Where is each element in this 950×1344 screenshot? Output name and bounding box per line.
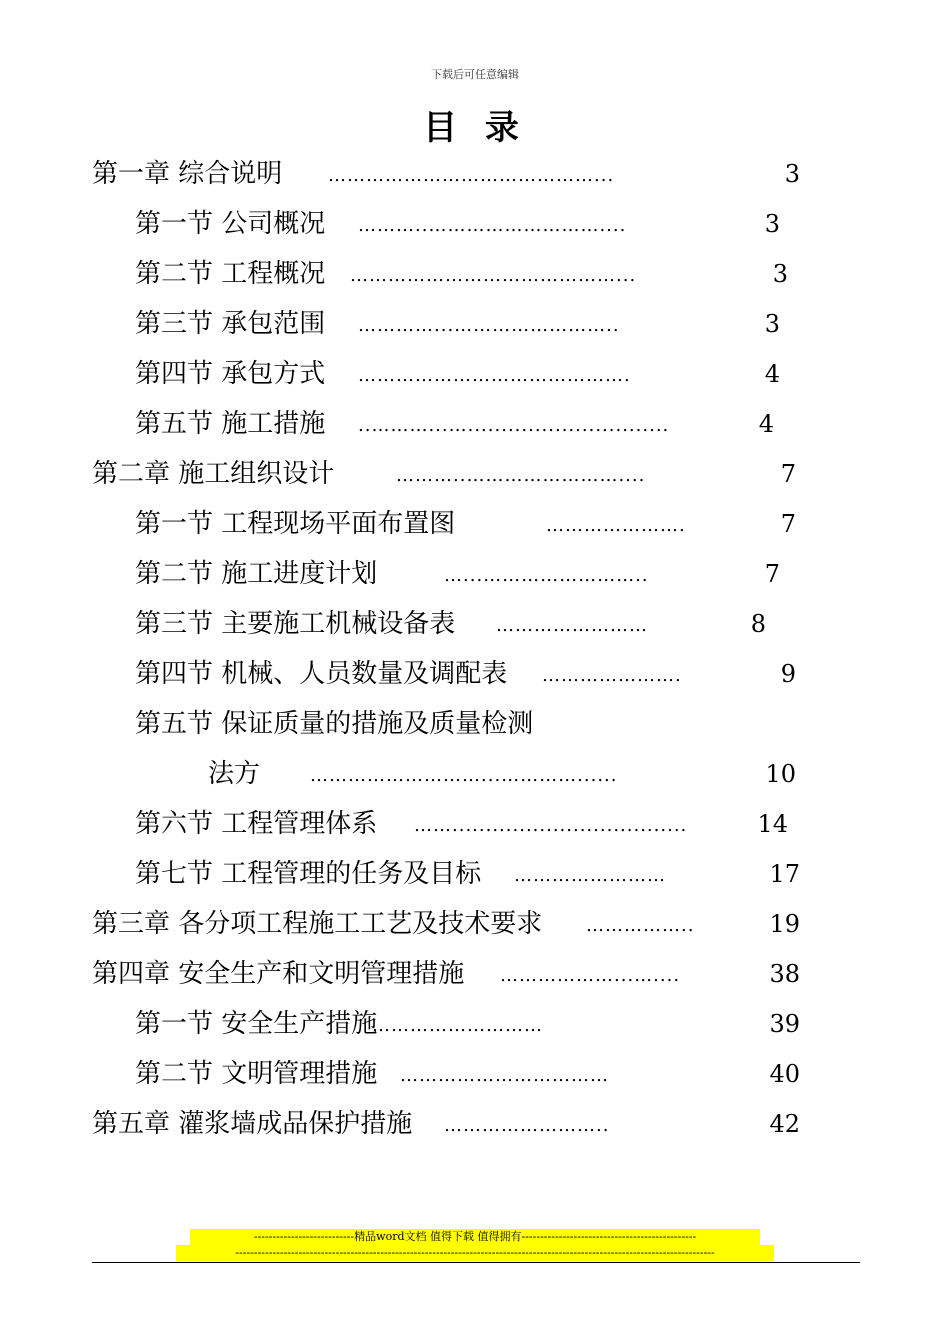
toc-entry-leader: ……………………… <box>372 1015 543 1036</box>
toc-entry-leader: ……………………………………... <box>350 265 637 286</box>
toc-entry-page: 3 <box>772 260 788 288</box>
toc-entry-label[interactable]: 第三章 各分项工程施工工艺及技术要求 <box>92 909 543 939</box>
toc-entry-page: 19 <box>769 910 800 938</box>
toc-entry-label[interactable]: 第一章 综合说明 <box>92 159 283 189</box>
toc-entry-label[interactable]: 第二节 文明管理措施 <box>135 1059 378 1089</box>
toc-entry-leader: ………..…………………….... <box>396 465 646 486</box>
toc-entry-page: 14 <box>757 810 788 838</box>
toc-entry-page: 7 <box>780 460 796 488</box>
toc-entry-label[interactable]: 第四节 承包方式 <box>135 359 326 389</box>
toc-entry-page: 40 <box>769 1060 800 1088</box>
toc-entry-page: 4 <box>764 360 780 388</box>
toc-entry-leader: ……………………………………... <box>328 165 615 186</box>
toc-entry-label[interactable]: 第三节 承包范围 <box>135 309 326 339</box>
toc-entry-label[interactable]: 第二节 施工进度计划 <box>135 559 378 589</box>
toc-entry-page: 9 <box>780 660 796 688</box>
toc-entry-leader: ..………...….............................. <box>358 415 670 436</box>
toc-entry-page: 42 <box>769 1110 800 1138</box>
toc-entry-label[interactable]: 第五节 施工措施 <box>135 409 326 439</box>
toc-entry-leader: …………………. <box>546 515 686 536</box>
toc-entry-leader: ………………...….... <box>500 965 681 986</box>
footer-rule <box>92 1262 860 1263</box>
toc-entry-label[interactable]: 法方 <box>208 759 261 789</box>
toc-entry-page: 3 <box>764 210 780 238</box>
page-header: 下载后可任意编辑 <box>431 68 519 81</box>
toc-entry-label[interactable]: 第一节 公司概况 <box>135 209 326 239</box>
toc-entry-label[interactable]: 第七节 工程管理的任务及目标 <box>135 859 482 889</box>
toc-entry-label[interactable]: 第五节 保证质量的措施及质量检测 <box>135 709 534 739</box>
toc-entry-page: 39 <box>769 1010 800 1038</box>
toc-entry-label[interactable]: 第六节 工程管理体系 <box>135 809 378 839</box>
toc-entry-leader: …………………… <box>514 865 666 886</box>
toc-entry-label[interactable]: 第二节 工程概况 <box>135 259 326 289</box>
toc-entry-label[interactable]: 第二章 施工组织设计 <box>92 459 335 489</box>
toc-entry-leader: …………………………… <box>400 1065 609 1086</box>
toc-entry-label[interactable]: 第三节 主要施工机械设备表 <box>135 609 456 639</box>
toc-entry-page: 3 <box>784 160 800 188</box>
toc-entry-leader: ……………………………………. <box>358 365 631 386</box>
toc-entry-label[interactable]: 第一节 工程现场平面布置图 <box>135 509 456 539</box>
toc-entry-leader: …………………… <box>496 615 648 636</box>
toc-entry-leader: ……................................... <box>414 815 688 836</box>
toc-entry-label[interactable]: 第一节 安全生产措施 <box>135 1009 378 1039</box>
toc-entry-leader: …...…………………….. <box>444 565 649 586</box>
toc-entry-page: 17 <box>769 860 800 888</box>
toc-entry-page: 4 <box>758 410 774 438</box>
toc-entry-label[interactable]: 第四节 机械、人员数量及调配表 <box>135 659 508 689</box>
toc-entry-page: 7 <box>764 560 780 588</box>
toc-entry-leader: …………………. <box>542 665 682 686</box>
toc-entry-leader: …………...…………………….. <box>358 315 620 336</box>
footer-banner: ---------------------------精品word文档 值得下载 值得拥有----------------------------------------------- <box>190 1229 760 1245</box>
toc-entry-label[interactable]: 第五章 灌浆墙成品保护措施 <box>92 1109 413 1139</box>
footer-banner-divider: --------------------------------------------------------------------------------------------------------------------------------- <box>176 1245 774 1261</box>
toc-entry-page: 3 <box>764 310 780 338</box>
toc-entry-page: 7 <box>780 510 796 538</box>
toc-entry-leader: …………………….. <box>444 1115 610 1136</box>
toc-entry-page: 38 <box>769 960 800 988</box>
toc-entry-label[interactable]: 第四章 安全生产和文明管理措施 <box>92 959 465 989</box>
toc-entry-page: 10 <box>765 760 796 788</box>
toc-entry-leader: ………………………...…………...... <box>310 765 618 786</box>
toc-entry-leader: ………..……………………….... <box>358 215 627 236</box>
toc-entry-page: 8 <box>750 610 766 638</box>
toc-entry-leader: …………….. <box>586 915 695 936</box>
toc-title: 目 录 <box>423 108 527 148</box>
